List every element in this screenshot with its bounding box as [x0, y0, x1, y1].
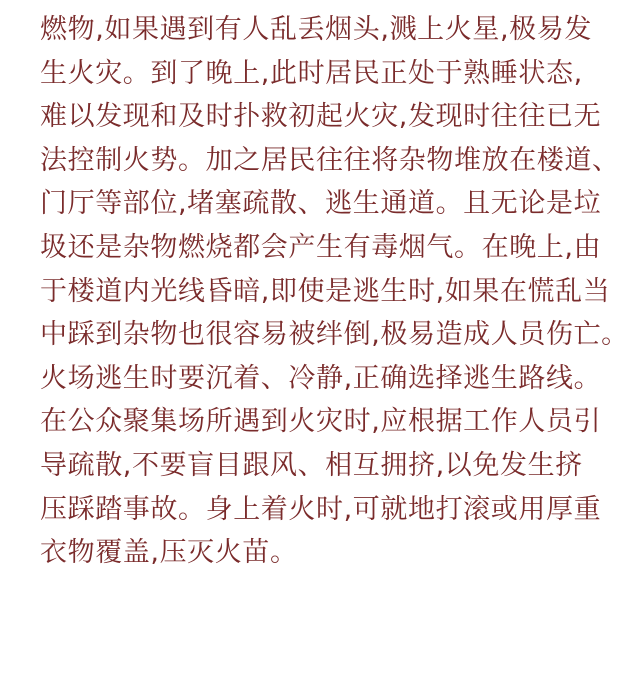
text-line-1: 燃物,如果遇到有人乱丢烟头,溅上火星,极易发 [40, 14, 592, 45]
text-line-9: 火场逃生时要沉着、冷静,正确选择逃生路线。 [40, 362, 602, 394]
text-line-3: 难以发现和及时扑救初起火灾,发现时往往已无 [40, 101, 602, 133]
text-line-11: 导疏散,不要盲目跟风、相互拥挤,以免发生挤 [40, 449, 583, 481]
text-line-10: 在公众聚集场所遇到火灾时,应根据工作人员引 [40, 406, 602, 438]
text-line-8: 中踩到杂物也很容易被绊倒,极易造成人员伤亡。 [40, 319, 629, 351]
text-line-13: 衣物覆盖,压灭火苗。 [40, 537, 298, 569]
text-line-12: 压踩踏事故。身上着火时,可就地打滚或用厚重 [40, 493, 602, 525]
text-line-5: 门厅等部位,堵塞疏散、逃生通道。且无论是垃 [40, 188, 602, 220]
text-line-4: 法控制火势。加之居民往往将杂物堆放在楼道、 [40, 144, 620, 176]
text-line-2: 生火灾。到了晚上,此时居民正处于熟睡状态, [40, 57, 583, 89]
text-line-7: 于楼道内光线昏暗,即使是逃生时,如果在慌乱当 [40, 275, 611, 307]
text-line-6: 圾还是杂物燃烧都会产生有毒烟气。在晚上,由 [40, 231, 602, 263]
